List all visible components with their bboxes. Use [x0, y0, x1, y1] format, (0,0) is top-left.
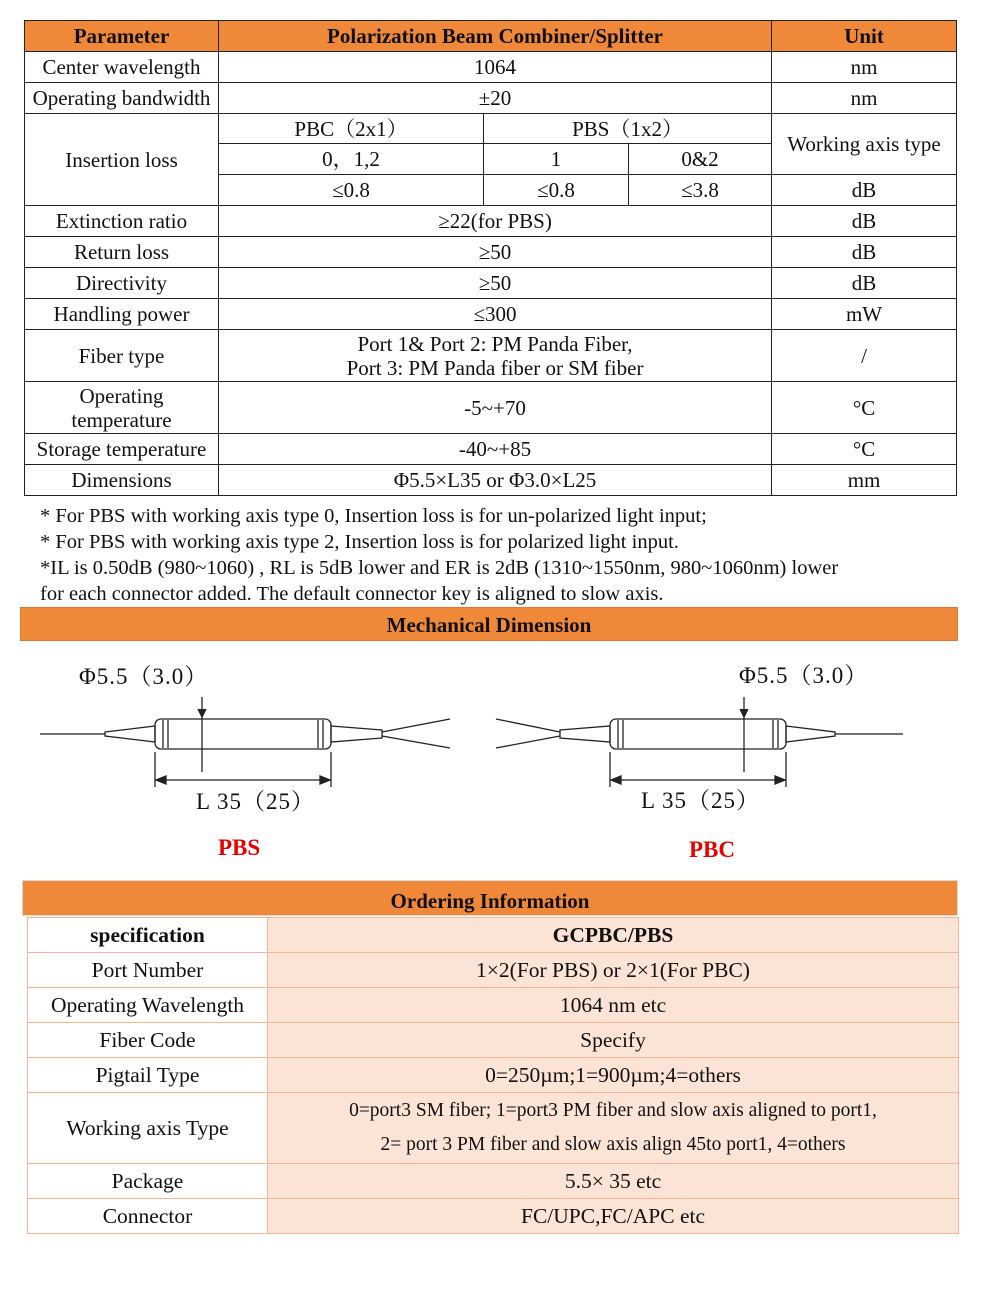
pbs-diameter-label: Φ5.5（3.0） [79, 664, 209, 689]
pbc-length-label: L 35（25） [641, 788, 760, 813]
il-pbc-value: ≤0.8 [219, 175, 484, 206]
handling-power-label: Handling power [25, 299, 219, 330]
center-wavelength-label: Center wavelength [25, 52, 219, 83]
ordering-label: Fiber Code [28, 1023, 268, 1058]
storage-temperature-label: Storage temperature [25, 434, 219, 465]
il-unit: dB [772, 175, 957, 206]
note-line: * For PBS with working axis type 2, Insertion loss is for polarized light input. [40, 531, 679, 553]
directivity-value: ≥50 [219, 268, 772, 299]
note-line: for each connector added. The default connector key is aligned to slow axis. [40, 583, 664, 605]
insertion-loss-label: Insertion loss [25, 114, 219, 206]
notes [40, 503, 960, 607]
ordering-value: 0=250µm;1=900µm;4=others [268, 1058, 959, 1093]
spec-table [24, 20, 957, 496]
note-line: *IL is 0.50dB (980~1060) , RL is 5dB lower and ER is 2dB (1310~1550nm, 980~1060nm) lower [40, 557, 839, 579]
ordering-value: 1×2(For PBS) or 2×1(For PBC) [268, 953, 959, 988]
ordering-label: specification [28, 918, 268, 953]
il-pbs-value1: ≤0.8 [484, 175, 629, 206]
working-axis-line1: 0=port3 SM fiber; 1=port3 PM fiber and slow axis aligned to port1, [349, 1100, 877, 1121]
ordering-table [27, 917, 959, 1234]
device-drawings [20, 642, 958, 878]
ordering-value: 1064 nm etc [268, 988, 959, 1023]
ordering-label: Connector [28, 1199, 268, 1234]
operating-temperature-unit: °C [772, 382, 957, 434]
pbc-name-label: PBC [689, 837, 735, 862]
il-axis-label: Working axis type [772, 114, 957, 175]
pbs-name-label: PBS [218, 835, 261, 860]
fiber-type-line2: Port 3: PM Panda fiber or SM fiber [346, 355, 644, 380]
il-pbc-header: PBC（2x1） [219, 114, 484, 144]
directivity-unit: dB [772, 268, 957, 299]
mechanical-diagram [20, 642, 958, 878]
return-loss-unit: dB [772, 237, 957, 268]
ordering-value: FC/UPC,FC/APC etc [268, 1199, 959, 1234]
return-loss-label: Return loss [25, 237, 219, 268]
handling-power-value: ≤300 [219, 299, 772, 330]
header-parameter: Parameter [25, 21, 219, 52]
il-pbs-value2: ≤3.8 [629, 175, 772, 206]
operating-temperature-label [25, 382, 219, 434]
dimensions-label: Dimensions [25, 465, 219, 496]
dimensions-unit: mm [772, 465, 957, 496]
pbs-device-drawing [40, 697, 450, 787]
pbs-length-label: L 35（25） [196, 789, 315, 814]
ordering-value: 5.5× 35 etc [268, 1164, 959, 1199]
il-pbs-axis1: 1 [484, 144, 629, 175]
bandwidth-value: ±20 [219, 83, 772, 114]
il-pbs-header: PBS（1x2） [484, 114, 772, 144]
handling-power-unit: mW [772, 299, 957, 330]
fiber-type-value [219, 330, 772, 382]
working-axis-line2: 2= port 3 PM fiber and slow axis align 45to port1, 4=others [380, 1134, 846, 1155]
operating-temperature-value: -5~+70 [219, 382, 772, 434]
ordering-value [268, 1093, 959, 1164]
header-product: Polarization Beam Combiner/Splitter [219, 21, 772, 52]
ordering-value: GCPBC/PBS [268, 918, 959, 953]
ordering-label: Operating Wavelength [28, 988, 268, 1023]
bandwidth-unit: nm [772, 83, 957, 114]
pbc-diameter-label: Φ5.5（3.0） [739, 663, 869, 688]
extinction-ratio-unit: dB [772, 206, 957, 237]
bandwidth-label: Operating bandwidth [25, 83, 219, 114]
header-unit: Unit [772, 21, 957, 52]
ordering-label: Package [28, 1164, 268, 1199]
ordering-value: Specify [268, 1023, 959, 1058]
extinction-ratio-value: ≥22(for PBS) [219, 206, 772, 237]
op-temp-label-line2: temperature [71, 407, 172, 432]
fiber-type-line1: Port 1& Port 2: PM Panda Fiber, [357, 331, 633, 356]
ordering-label: Port Number [28, 953, 268, 988]
ordering-information-header: Ordering Information [22, 880, 958, 916]
pbc-device-drawing [496, 697, 903, 787]
ordering-label: Pigtail Type [28, 1058, 268, 1093]
storage-temperature-unit: °C [772, 434, 957, 465]
center-wavelength-unit: nm [772, 52, 957, 83]
return-loss-value: ≥50 [219, 237, 772, 268]
extinction-ratio-label: Extinction ratio [25, 206, 219, 237]
storage-temperature-value: -40~+85 [219, 434, 772, 465]
mechanical-dimension-header: Mechanical Dimension [20, 607, 958, 641]
note-line: * For PBS with working axis type 0, Insertion loss is for un-polarized light input; [40, 505, 707, 527]
il-pbs-axis2: 0&2 [629, 144, 772, 175]
directivity-label: Directivity [25, 268, 219, 299]
dimensions-value: Φ5.5×L35 or Φ3.0×L25 [219, 465, 772, 496]
fiber-type-unit: / [772, 330, 957, 382]
fiber-type-label: Fiber type [25, 330, 219, 382]
ordering-label: Working axis Type [28, 1093, 268, 1164]
op-temp-label-line1: Operating [79, 383, 164, 408]
center-wavelength-value: 1064 [219, 52, 772, 83]
il-pbc-axes: 0，1,2 [219, 144, 484, 175]
